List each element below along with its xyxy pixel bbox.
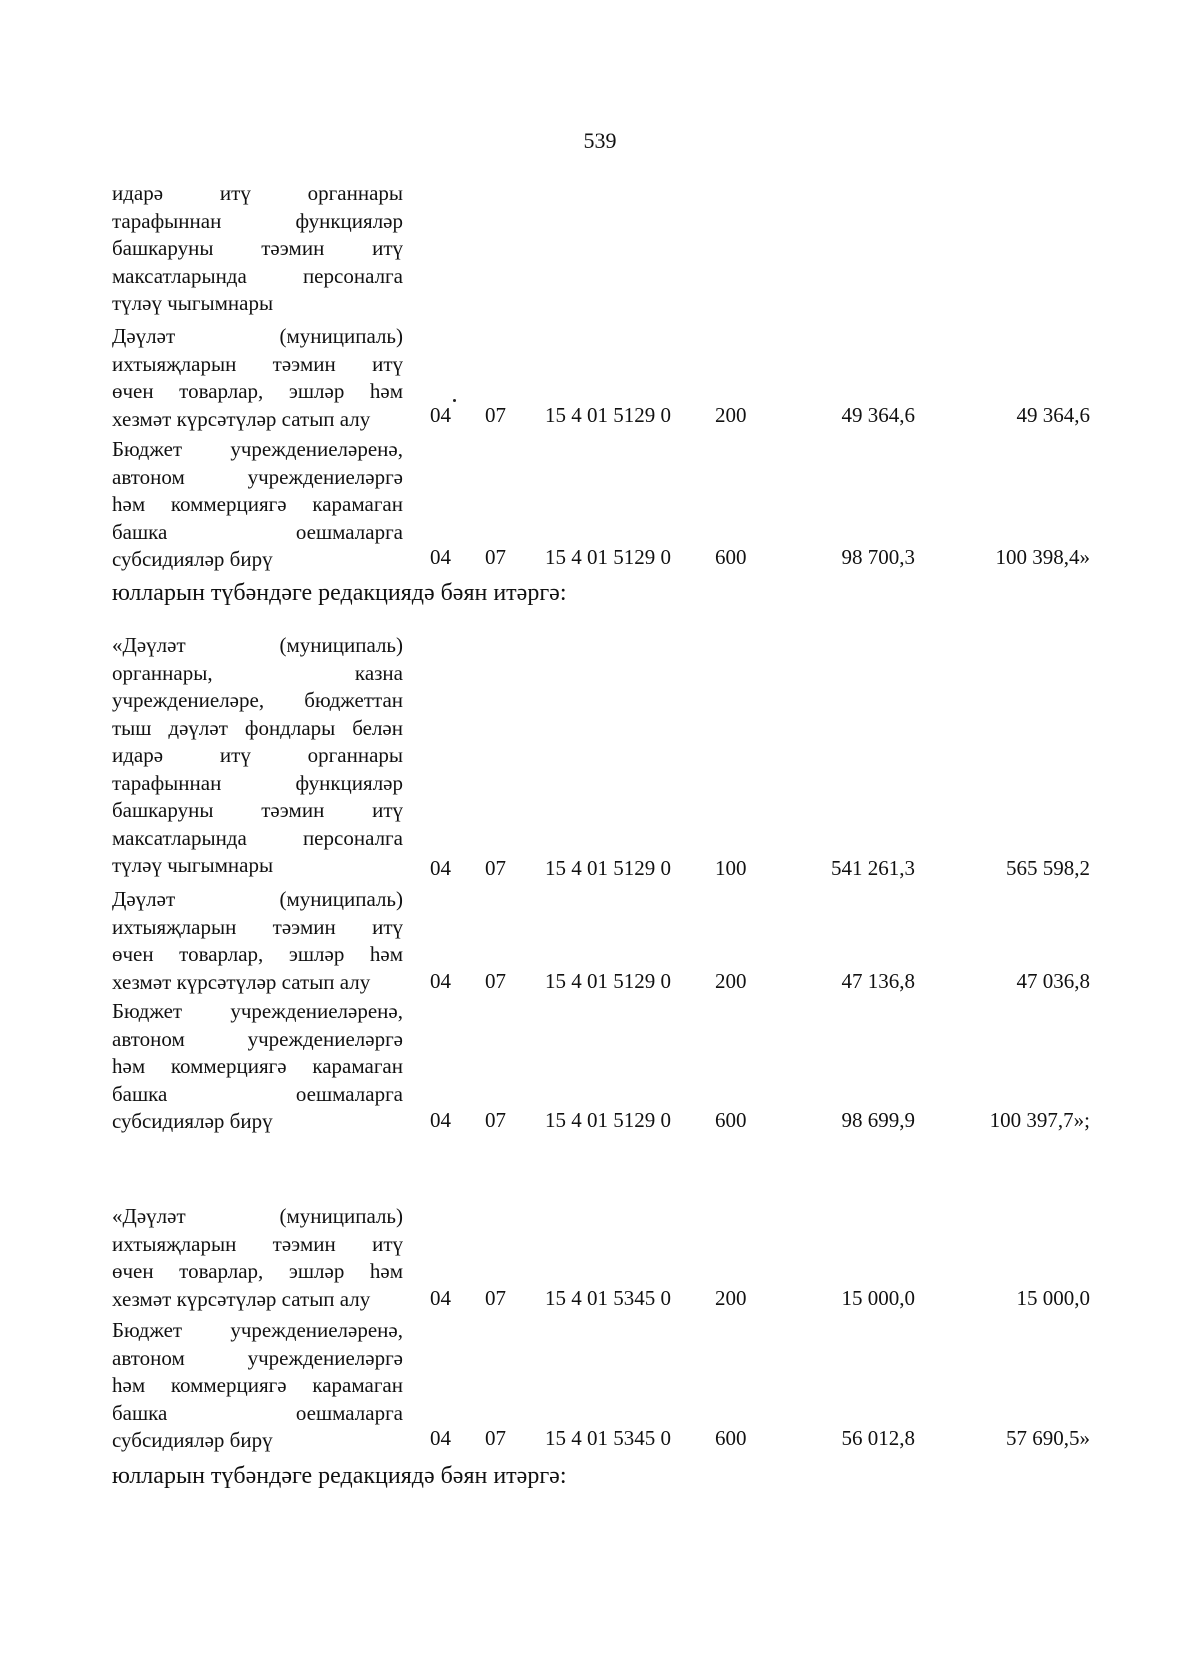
section-code: 04 bbox=[430, 1426, 451, 1450]
desc-line: субсидияләр бирү bbox=[112, 1109, 273, 1133]
target-article-code: 15 4 01 5129 0 bbox=[545, 545, 671, 569]
row-description bbox=[112, 1203, 403, 1313]
row-description bbox=[112, 998, 403, 1136]
desc-line: автоном учреждениеләргә bbox=[112, 1026, 403, 1051]
target-article-code: 15 4 01 5129 0 bbox=[545, 856, 671, 880]
desc-line: идарә итү органнары bbox=[112, 181, 403, 205]
desc-line: органнары, казна bbox=[112, 660, 403, 685]
desc-line: һәм коммерциягә карамаган bbox=[112, 1373, 403, 1397]
subsection-code: 07 bbox=[485, 969, 506, 993]
section-code: 04 bbox=[430, 969, 451, 993]
section-code: 04 bbox=[430, 856, 451, 880]
subsection-code: 07 bbox=[485, 403, 506, 427]
desc-line: һәм коммерциягә карамаган bbox=[112, 1054, 403, 1078]
row-description bbox=[112, 632, 403, 880]
desc-line: Бюджет учреждениеләренә, bbox=[112, 437, 403, 461]
desc-line: һәм коммерциягә карамаган bbox=[112, 492, 403, 516]
desc-line: Дәүләт (муниципаль) bbox=[112, 887, 403, 911]
section-code: 04 bbox=[430, 1286, 451, 1310]
desc-line: башкаруны тәэмин итү bbox=[112, 798, 403, 822]
page-number: 539 bbox=[583, 128, 617, 153]
desc-line: өчен товарлар, эшләр һәм bbox=[112, 942, 403, 966]
desc-line: тыш дәүләт фондлары белән bbox=[112, 715, 403, 740]
target-article-code: 15 4 01 5129 0 bbox=[545, 1108, 671, 1132]
desc-line: учреждениеләре, бюджеттан bbox=[112, 688, 403, 712]
amount-year-2: 565 598,2 bbox=[1006, 856, 1090, 880]
expense-type-code: 600 bbox=[715, 545, 747, 569]
amount-year-1: 49 364,6 bbox=[841, 403, 915, 427]
amount-year-2: 47 036,8 bbox=[1016, 969, 1090, 993]
scan-speck bbox=[453, 399, 456, 402]
desc-line: хезмәт күрсәтүләр сатып алу bbox=[112, 406, 371, 431]
desc-line: тарафыннан функцияләр bbox=[112, 770, 403, 795]
desc-line: автоном учреждениеләргә bbox=[112, 464, 403, 489]
desc-line: тарафыннан функцияләр bbox=[112, 208, 403, 233]
desc-line: башка оешмаларга bbox=[112, 1081, 403, 1106]
desc-line: өчен товарлар, эшләр һәм bbox=[112, 1259, 403, 1283]
amount-year-1: 98 699,9 bbox=[841, 1108, 915, 1132]
section-code: 04 bbox=[430, 1108, 451, 1132]
desc-line: Дәүләт (муниципаль) bbox=[112, 324, 403, 348]
instruction-text: юлларын түбәндәге редакциядә бәян итәргә: bbox=[112, 1463, 567, 1489]
row-description bbox=[112, 180, 403, 318]
target-article-code: 15 4 01 5129 0 bbox=[545, 403, 671, 427]
desc-line: «Дәүләт (муниципаль) bbox=[112, 1204, 403, 1228]
desc-line: башка оешмаларга bbox=[112, 519, 403, 544]
instruction-text: юлларын түбәндәге редакциядә бәян итәргә: bbox=[112, 580, 567, 606]
amount-year-2: 100 397,7»; bbox=[989, 1108, 1090, 1132]
desc-line: башкаруны тәэмин итү bbox=[112, 236, 403, 260]
desc-line: түләү чыгымнары bbox=[112, 853, 274, 877]
desc-line: субсидияләр бирү bbox=[112, 1428, 273, 1452]
desc-line: Бюджет учреждениеләренә, bbox=[112, 999, 403, 1023]
target-article-code: 15 4 01 5345 0 bbox=[545, 1286, 671, 1310]
expense-type-code: 600 bbox=[715, 1426, 747, 1450]
subsection-code: 07 bbox=[485, 1108, 506, 1132]
row-description bbox=[112, 886, 403, 996]
amount-year-2: 15 000,0 bbox=[1016, 1286, 1090, 1310]
desc-line: ихтыяҗларын тәэмин итү bbox=[112, 351, 403, 376]
expense-type-code: 200 bbox=[715, 1286, 747, 1310]
amount-year-2: 49 364,6 bbox=[1016, 403, 1090, 427]
desc-line: башка оешмаларга bbox=[112, 1400, 403, 1425]
desc-line: ихтыяҗларын тәэмин итү bbox=[112, 1231, 403, 1256]
expense-type-code: 600 bbox=[715, 1108, 747, 1132]
desc-line: «Дәүләт (муниципаль) bbox=[112, 633, 403, 657]
desc-line: Бюджет учреждениеләренә, bbox=[112, 1318, 403, 1342]
desc-line: максатларында персоналга bbox=[112, 263, 403, 288]
target-article-code: 15 4 01 5129 0 bbox=[545, 969, 671, 993]
amount-year-2: 100 398,4» bbox=[995, 545, 1090, 569]
desc-line: максатларында персоналга bbox=[112, 825, 403, 850]
subsection-code: 07 bbox=[485, 1426, 506, 1450]
row-description bbox=[112, 1317, 403, 1455]
desc-line: түләү чыгымнары bbox=[112, 291, 274, 315]
amount-year-1: 15 000,0 bbox=[841, 1286, 915, 1310]
section-code: 04 bbox=[430, 545, 451, 569]
desc-line: субсидияләр бирү bbox=[112, 547, 273, 571]
amount-year-2: 57 690,5» bbox=[1006, 1426, 1090, 1450]
subsection-code: 07 bbox=[485, 856, 506, 880]
section-code: 04 bbox=[430, 403, 451, 427]
row-description bbox=[112, 323, 403, 433]
amount-year-1: 98 700,3 bbox=[841, 545, 915, 569]
row-description bbox=[112, 436, 403, 574]
amount-year-1: 56 012,8 bbox=[841, 1426, 915, 1450]
target-article-code: 15 4 01 5345 0 bbox=[545, 1426, 671, 1450]
expense-type-code: 100 bbox=[715, 856, 747, 880]
amount-year-1: 47 136,8 bbox=[841, 969, 915, 993]
subsection-code: 07 bbox=[485, 545, 506, 569]
expense-type-code: 200 bbox=[715, 969, 747, 993]
amount-year-1: 541 261,3 bbox=[831, 856, 915, 880]
expense-type-code: 200 bbox=[715, 403, 747, 427]
desc-line: ихтыяҗларын тәэмин итү bbox=[112, 914, 403, 939]
desc-line: идарә итү органнары bbox=[112, 743, 403, 767]
desc-line: автоном учреждениеләргә bbox=[112, 1345, 403, 1370]
subsection-code: 07 bbox=[485, 1286, 506, 1310]
desc-line: хезмәт күрсәтүләр сатып алу bbox=[112, 969, 371, 994]
desc-line: хезмәт күрсәтүләр сатып алу bbox=[112, 1286, 371, 1311]
desc-line: өчен товарлар, эшләр һәм bbox=[112, 379, 403, 403]
